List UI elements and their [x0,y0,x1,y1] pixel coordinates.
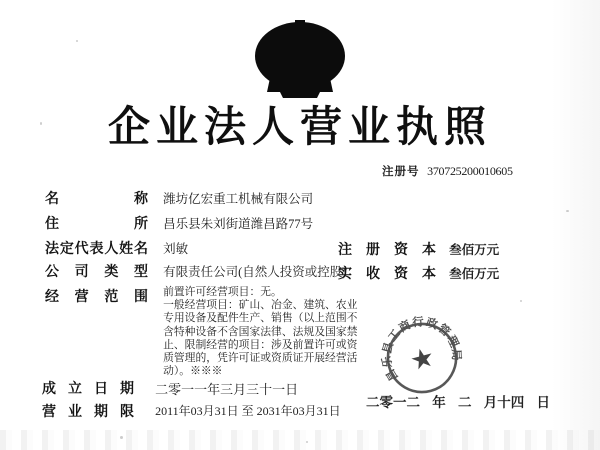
field-establish-date [42,378,298,398]
reg-number-value: 370725200010605 [427,164,513,178]
business-scope-rest: 一般经营项目：矿山、冶金、建筑、农业专用设备及配件生产、销售（以上范围不含特种设备不含国家法律、法规及国家禁止、限制经营的项目：涉及前置许可或资质管理的，凭许可证或资质证开展经营活动）。※※※ [163,299,358,378]
field-paidin-capital [338,263,499,283]
company-type-label: 公司类型 [45,264,148,280]
scan-speckle [120,436,123,439]
national-emblem [250,20,350,100]
business-scope-line1: 前置许可经营项目：无。 [163,286,282,298]
address-label: 住所 [45,216,148,232]
address-value: 昌乐县朱刘街道潍昌路77号 [163,217,314,231]
business-scope-value [163,286,359,378]
issue-date-year: 二零一二 [366,395,420,410]
license-title: 企业法人营业执照 [107,102,492,151]
scan-speckle [40,122,42,125]
seal-text: 昌乐县工商行政管理局 [379,314,464,384]
field-company-type [45,261,346,281]
registered-capital-label: 注册资本 [338,242,436,258]
paidin-capital-value: 叁佰万元 [449,267,500,281]
company-type-value: 有限责任公司(自然人投资或控股) [163,265,347,279]
field-business-scope [45,286,359,378]
field-company-name [45,188,313,208]
legal-rep-value: 刘敏 [163,242,189,256]
business-term-value: 2011年03月31日 至 2031年03月31日 [155,404,341,418]
issue-date-year-unit: 年 [432,395,446,410]
scan-speckle [566,210,569,212]
field-business-term [42,401,341,421]
business-term-label: 营业期限 [42,404,134,420]
establish-date-label: 成立日期 [42,381,134,397]
scan-noise-right [552,0,600,450]
legal-rep-label: 法定代表人姓名 [45,241,148,257]
field-legal-representative [45,238,188,258]
issue-date-day: 月十四 [483,395,525,410]
field-address [45,213,313,233]
official-seal-icon [372,306,472,406]
star-icon: ★ [406,341,439,378]
official-seal [372,306,472,406]
company-name-value: 潍坊亿宏重工机械有限公司 [163,192,314,206]
business-scope-label: 经营范围 [45,289,148,305]
scan-speckle [520,300,522,302]
registration-number-line [382,163,513,179]
company-name-label: 名称 [45,191,148,207]
issue-date-day-unit: 日 [536,395,550,410]
establish-date-value: 二零一一年三月三十一日 [155,382,299,397]
paidin-capital-label: 实收资本 [338,266,436,282]
scan-speckle [76,40,78,42]
registered-capital-value: 叁佰万元 [449,243,500,257]
scan-noise-bottom [0,430,600,450]
scan-speckle [306,441,308,443]
national-emblem-icon [250,20,350,100]
field-registered-capital [338,239,499,259]
issue-date-month: 二 [458,395,472,410]
reg-number-label: 注册号 [382,164,420,178]
